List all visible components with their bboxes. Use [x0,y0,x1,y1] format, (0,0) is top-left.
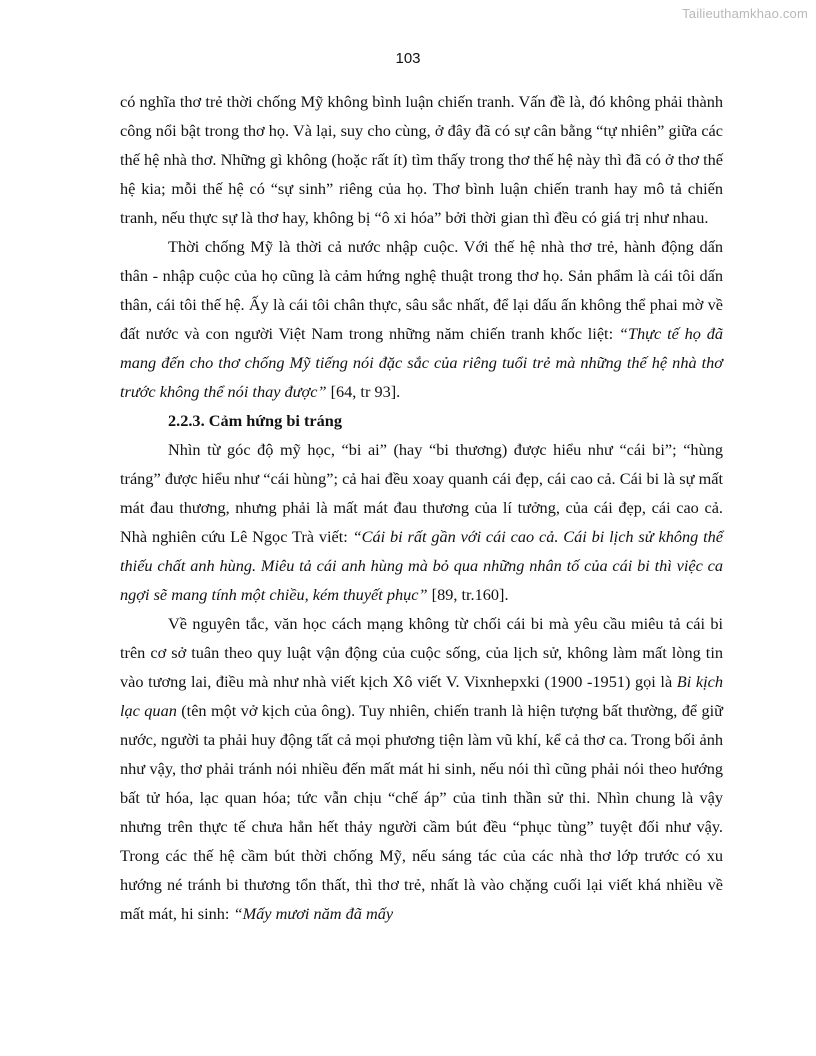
watermark: Tailieuthamkhao.com [682,6,808,21]
paragraph-4 [120,609,723,928]
paragraph-4-italic-title: Bi kịch lạc quan [120,672,723,720]
paragraph-2-citation: [64, tr 93]. [326,382,401,401]
paragraph-4-quote-start: “Mấy mươi năm đã mấy [233,904,394,923]
paragraph-2 [120,232,723,406]
section-heading: 2.2.3. Cảm hứng bi tráng [168,411,342,430]
page-number: 103 [395,50,421,67]
document-body [120,87,723,928]
paragraph-4-text-before: Về nguyên tắc, văn học cách mạng không từ chối cái bi mà yêu cầu miêu tả cái bi trên cơ sở tuân theo quy luật vận động của cuộc sống, của lịch sử, không làm mất lòng tin vào tương lai, điều mà như nhà viết kịch Xô viết V. Vixnhepxki (1900 -1951) gọi là [120,614,723,691]
paragraph-3-text: Nhìn từ góc độ mỹ học, “bi ai” (hay “bi thương) được hiểu như “cái bi”; “hùng tráng” được hiểu như “cái hùng”; cả hai đều xoay quanh cái đẹp, cái cao cả. Cái bi là sự mất mát đau thương, nhưng phải là mất mát đau thương của lí tưởng, của cái đẹp, cái cao cả. Nhà nghiên cứu Lê Ngọc Trà viết: [120,440,723,546]
paragraph-3-citation: [89, tr.160]. [427,585,509,604]
paragraph-2-quote: “Thực tế họ đã mang đến cho thơ chống Mỹ tiếng nói đặc sắc của riêng tuổi trẻ mà những thế hệ nhà thơ trước không thể nói thay được” [120,324,723,401]
paragraph-2-text: Thời chống Mỹ là thời cả nước nhập cuộc. Với thế hệ nhà thơ trẻ, hành động dấn thân - nhập cuộc của họ cũng là cảm hứng nghệ thuật trong thơ họ. Sản phẩm là cái tôi dấn thân, cái tôi thế hệ. Ấy là cái tôi chân thực, sâu sắc nhất, để lại dấu ấn không thể phai mờ về đất nước và con người Việt Nam trong những năm chiến tranh khốc liệt: [120,237,723,343]
paragraph-1: có nghĩa thơ trẻ thời chống Mỹ không bình luận chiến tranh. Vấn đề là, đó không phải thành công nổi bật trong thơ họ. Và lại, suy cho cùng, ở đây đã có sự cân bằng “tự nhiên” giữa các thế hệ nhà thơ. Những gì không (hoặc rất ít) tìm thấy trong thơ thế hệ này thì đã có ở thơ thế hệ kia; mỗi thế hệ có “sự sinh” riêng của họ. Thơ bình luận chiến tranh hay mô tả chiến tranh, nếu thực sự là thơ hay, không bị “ô xi hóa” bởi thời gian thì đều có giá trị như nhau. [120,92,723,227]
paragraph-4-text-after: (tên một vở kịch của ông). Tuy nhiên, chiến tranh là hiện tượng bất thường, để giữ nước, người ta phải huy động tất cả mọi phương tiện làm vũ khí, kể cả thơ ca. Trong bối ảnh như vậy, thơ phải tránh nói nhiều đến mất mát hi sinh, nếu nói thì cũng phải nói theo hướng bất tử hóa, lạc quan hóa; tức vẫn chịu “chế áp” của tinh thần sử thi. Nhìn chung là vậy nhưng trên thực tế chưa hẳn hết thảy người cầm bút đều “phục tùng” tuyệt đối như vậy. Trong các thế hệ cầm bút thời chống Mỹ, nếu sáng tác của các nhà thơ lớp trước có xu hướng né tránh bi thương tổn thất, thì thơ trẻ, nhất là vào chặng cuối lại viết khá nhiều về mất mát, hi sinh: [120,701,724,923]
paragraph-3-quote: “Cái bi rất gần với cái cao cả. Cái bi lịch sử không thể thiếu chất anh hùng. Miêu tả cái anh hùng mà bỏ qua những nhân tố của cái bi thì việc ca ngợi sẽ mang tính một chiều, kém thuyết phục” [120,527,723,604]
paragraph-3 [120,435,723,609]
